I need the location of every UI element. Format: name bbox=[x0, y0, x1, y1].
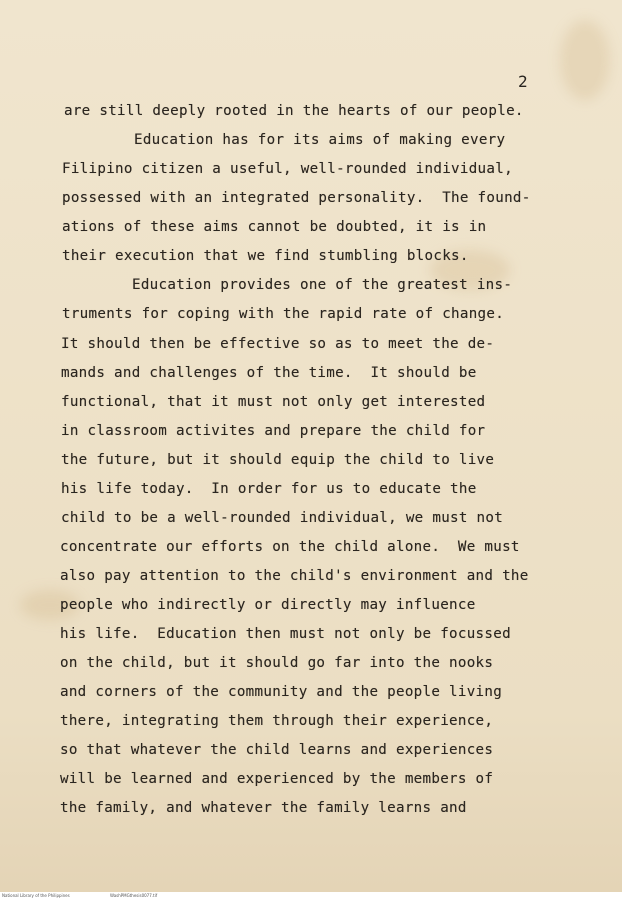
page-number: 2 bbox=[518, 72, 529, 91]
text-line: also pay attention to the child's environment and the bbox=[60, 568, 529, 584]
scan-footer bbox=[0, 892, 622, 900]
text-line: will be learned and experienced by the members of bbox=[60, 771, 494, 787]
text-line: his life today. In order for us to educate the bbox=[61, 481, 477, 497]
text-line: Education has for its aims of making every bbox=[134, 132, 506, 148]
text-line: their execution that we find stumbling blocks. bbox=[62, 248, 469, 264]
text-line: the future, but it should equip the child to live bbox=[61, 452, 495, 468]
text-line: there, integrating them through their experience, bbox=[60, 713, 494, 729]
text-line: in classroom activites and prepare the child for bbox=[61, 423, 486, 439]
text-line: truments for coping with the rapid rate of change. bbox=[62, 306, 505, 322]
text-line: ations of these aims cannot be doubted, it is in bbox=[62, 219, 487, 235]
text-line: are still deeply rooted in the hearts of our people. bbox=[64, 103, 524, 119]
text-line: people who indirectly or directly may influence bbox=[60, 597, 476, 613]
footer-file: WashPMGthesis0077.tif bbox=[110, 893, 158, 898]
text-line: functional, that it must not only get interested bbox=[61, 394, 486, 410]
text-line: child to be a well-rounded individual, we must not bbox=[61, 510, 504, 526]
footer-library: National Library of the Philippines bbox=[2, 893, 70, 898]
text-line: so that whatever the child learns and experiences bbox=[60, 742, 494, 758]
text-line: Education provides one of the greatest ins- bbox=[132, 277, 513, 293]
paper-stain bbox=[560, 20, 610, 100]
text-line: concentrate our efforts on the child alone. We must bbox=[60, 539, 520, 555]
text-line: It should then be effective so as to meet the de- bbox=[61, 336, 495, 352]
text-line: his life. Education then must not only be focussed bbox=[60, 626, 511, 642]
text-line: on the child, but it should go far into the nooks bbox=[60, 655, 494, 671]
text-line: possessed with an integrated personality. The found- bbox=[62, 190, 531, 206]
text-line: and corners of the community and the people living bbox=[60, 684, 503, 700]
text-line: mands and challenges of the time. It should be bbox=[61, 365, 477, 381]
text-line: Filipino citizen a useful, well-rounded individual, bbox=[62, 161, 513, 177]
text-line: the family, and whatever the family learns and bbox=[60, 800, 467, 816]
